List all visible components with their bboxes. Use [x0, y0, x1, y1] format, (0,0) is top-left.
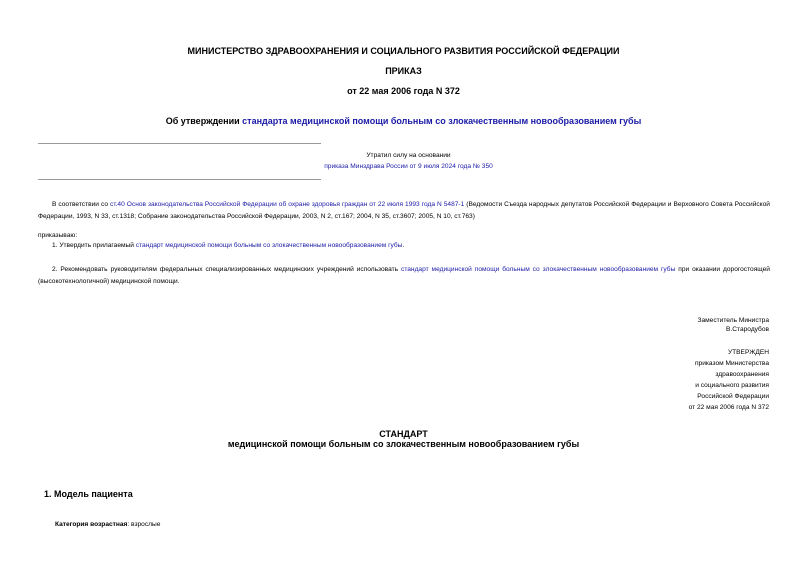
standard-subtitle: медицинской помощи больным со злокачественным новообразованием губы [227, 439, 580, 449]
preamble-text-a: В соответствии со [52, 201, 111, 208]
divider-bottom [38, 179, 321, 180]
status-note-line: Утратил силу на основании [366, 152, 451, 159]
ministry-heading: МИНИСТЕРСТВО ЗДРАВООХРАНЕНИЯ И СОЦИАЛЬНОГО РАЗВИТИЯ РОССИЙСКОЙ ФЕДЕРАЦИИ [187, 46, 620, 56]
doc-title-prefix: Об утверждении [165, 116, 243, 126]
preamble-text-b: (Ведомости Съезда народных депутатов Российской Федерации и Верховного Совета Российской Федерации, 1993, N 33, ст.1318; Собрание законодательства Российской Федерации, 2003, N 2, ст.167; 2004, N 35, ст.3607; 2005, N 10, ст.763) [38, 201, 770, 220]
law-reference-link[interactable]: ст.40 Основ законодательства Российской Федерации об охране здоровья граждан от 22 июля 1993 года N 5487-1 [110, 201, 465, 208]
doc-date-number: от 22 мая 2006 года N 372 [347, 86, 460, 96]
approved-line-3: здравоохранения [715, 371, 769, 378]
item2-text-a: 2. Рекомендовать руководителям федеральных специализированных медицинских учреждений использовать [52, 266, 402, 273]
age-category-label: Категория возрастная [55, 521, 128, 528]
status-note-link[interactable]: приказа Минздрава России от 9 июля 2024 года № 350 [324, 163, 493, 170]
signature-position: Заместитель Министра [697, 317, 769, 324]
age-category [55, 521, 160, 528]
order-item-2 [38, 264, 770, 287]
approved-line-4: и социального развития [695, 382, 769, 389]
section-heading-patient-model: 1. Модель пациента [44, 489, 133, 499]
doc-title-link[interactable]: стандарта медицинской помощи больным со злокачественным новообразованием губы [242, 116, 642, 126]
item1-text-b: . [402, 242, 405, 249]
approved-line-6: от 22 мая 2006 года N 372 [688, 404, 769, 411]
order-word: приказываю: [38, 232, 78, 239]
item2-standard-link[interactable]: стандарт медицинской помощи больным со злокачественным новообразованием губы [401, 266, 676, 273]
doc-title [0, 116, 807, 126]
item1-text-a: 1. Утвердить прилагаемый [52, 242, 136, 249]
signature-name: В.Стародубов [726, 326, 769, 333]
age-category-value: : взрослые [127, 521, 161, 528]
preamble-paragraph [38, 199, 770, 222]
approved-line-2: приказом Министерства [694, 360, 769, 367]
divider-top [38, 143, 321, 144]
order-item-1 [52, 242, 404, 249]
standard-title: СТАНДАРТ [379, 429, 428, 439]
item1-standard-link[interactable]: стандарт медицинской помощи больным со злокачественным новообразованием губы [135, 242, 403, 249]
item2-text-b: при оказании дорогостоящей (высокотехнологичной) медицинской помощи. [38, 266, 770, 285]
doc-type-heading: ПРИКАЗ [385, 66, 422, 76]
approved-block [689, 347, 769, 413]
approved-line-1: УТВЕРЖДЕН [727, 349, 769, 356]
approved-line-5: Российской Федерации [697, 393, 769, 400]
